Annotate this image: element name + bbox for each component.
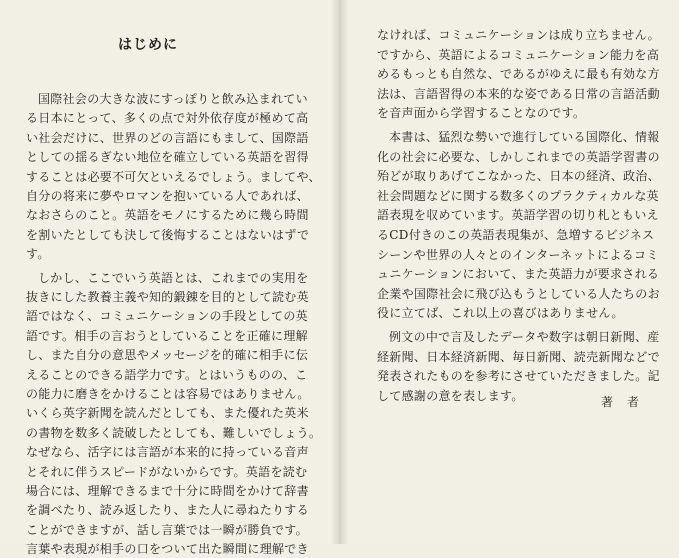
text-line: を調べたり、読み返したり、また人に尋ねたりする <box>26 503 309 518</box>
text-line: 国際社会の大きな波にすっぽりと飲み込まれてい <box>38 92 308 106</box>
text-line: 殆どが取りあげてこなかった、日本の経済、政治、 <box>377 169 660 184</box>
text-line: シーンや世界の人々とのインターネットによるコミ <box>377 247 659 262</box>
text-line: の能力に磨きをかけることは容易ではありません。 <box>26 387 310 401</box>
text-line: しかし、ここでいう英語とは、これまでの実用を <box>38 270 309 285</box>
text-line: し、また自分の意思やメッセージを的確に相手に伝 <box>26 348 309 363</box>
text-line: 企業や国際社会に飛び込もうとしている人たちのお <box>377 286 660 301</box>
text-line: い社会だけに、世界のどの言語にもまして、国際語 <box>26 130 309 145</box>
text-line: なぜなら、活字には言語が本来的に持っている音声 <box>26 445 309 460</box>
text-line: 抜きにした教養主義や知的鍛錬を目的として読む英 <box>26 290 309 304</box>
text-line: とそれに伴うスピードがないからです。英語を読む <box>26 464 308 479</box>
text-line: ことができますが、話し言葉では一瞬が勝負です。 <box>26 522 308 537</box>
text-line: 語ではなく、コミュニケーションの手段としての英 <box>26 309 308 324</box>
text-line: るCD付きのこの英語表現集が、急増するビジネス <box>377 228 655 242</box>
author-signature: 著者 <box>601 395 654 409</box>
text-line: 語です。相手の言おうとしていることを正確に理解 <box>26 328 308 343</box>
text-line: を割いたとしても決して後悔することはないはずで <box>26 227 310 242</box>
text-line: 本書は、猛烈な勢いで進行している国際化、情報 <box>389 130 660 144</box>
text-line: 社会問題などに関する数多くのプラクティカルな英 <box>377 188 659 203</box>
text-line: 法は、言語習得の本来的な姿である日常の言語活動 <box>377 86 660 101</box>
text-line: としての揺るぎない地位を確立している英語を習得 <box>26 150 309 165</box>
text-line: ュニケーションにおいて、また英語力が要求される <box>377 267 660 282</box>
text-line: 場合には、理解できるまで十分に時間をかけて辞書 <box>26 484 309 498</box>
text-line: る日本にとって、多くの点で対外依存度が極めて高 <box>26 111 309 126</box>
text-line: なおさらのこと。英語をモノにするために幾ら時間 <box>26 208 309 223</box>
text-line: の書物を数多く読破したとしても、難しいでしょう。 <box>26 425 322 440</box>
text-line: を音声面から学習することなのです。 <box>377 106 586 121</box>
text-line: 経新聞、日本経済新聞、毎日新聞、読売新聞などで <box>377 349 660 364</box>
text-line: なければ、コミュニケーションは成り立ちません。 <box>377 28 660 42</box>
page-title: はじめに <box>118 37 178 53</box>
text-line: 自分の将来に夢やロマンを抱いている人であれば、 <box>26 189 309 203</box>
text-line: いくら英字新聞を読んだとしても、また優れた英米 <box>26 406 309 421</box>
text-line: す。 <box>26 247 50 262</box>
text-line: めるもっとも自然な、であるがゆえに最も有効な方 <box>377 67 660 82</box>
book-gutter <box>331 0 349 544</box>
text-line: 役に立てば、これ以上の喜びはありません。 <box>377 306 624 321</box>
text-line: することは必要不可欠といえるでしょう。ましてや、 <box>26 169 321 184</box>
text-line: ですから、英語によるコミュニケーション能力を高 <box>377 47 660 62</box>
text-line: 言葉や表現が相手の口をついて出た瞬間に理解でき <box>26 542 309 557</box>
text-line: 化の社会に必要な、しかしこれまでの英語学習書の <box>377 149 660 164</box>
left-page <box>0 0 340 557</box>
text-line: して感謝の意を表します。 <box>377 388 524 403</box>
text-line: 発表されたものを参考にさせていただきました。記 <box>377 369 660 384</box>
right-page <box>340 0 679 544</box>
text-line: 例文の中で言及したデータや数字は朝日新聞、産 <box>389 330 660 344</box>
text-line: えることのできる語学力です。とはいうものの、こ <box>26 367 308 382</box>
text-line: 語表現を収めています。英語学習の切り札ともいえ <box>377 208 659 223</box>
